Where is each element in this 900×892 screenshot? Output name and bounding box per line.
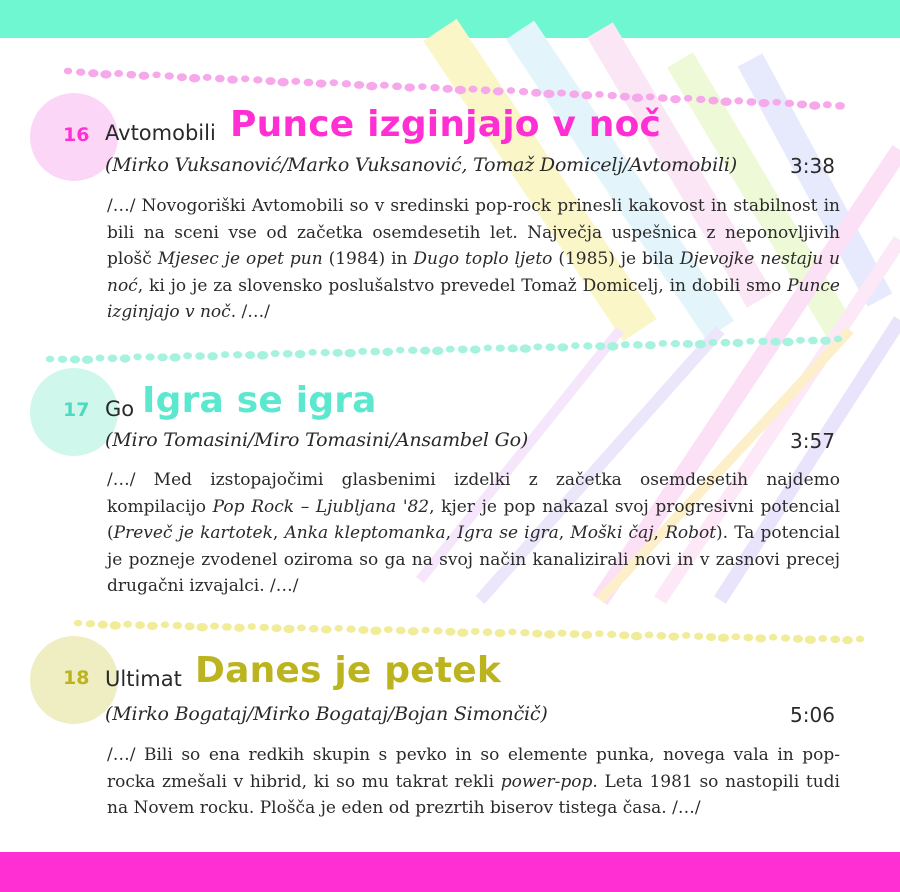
song-credits: (Mirko Vuksanović/Marko Vuksanović, Tomaž Domicelj/Avtomobili) xyxy=(105,154,737,176)
track-description xyxy=(107,742,840,822)
italic-title-ref: Moški čaj xyxy=(570,523,654,543)
italic-title-ref: Djevojke nestaju u noć xyxy=(107,249,841,296)
artist-name: Go xyxy=(105,397,135,421)
track-number: 16 xyxy=(63,124,90,146)
italic-title-ref: Pop Rock – Ljubljana '82 xyxy=(212,496,430,517)
italic-title-ref: Preveč je kartotek xyxy=(113,523,273,543)
artist-name: Ultimat xyxy=(105,667,182,691)
description-text: (1984) in xyxy=(322,249,414,269)
description-text: . Leta 1981 so nastopili tudi na Novem rocku. Plošča je eden od prezrtih biserov tistega časa. /…/ xyxy=(107,771,840,818)
track-number: 17 xyxy=(63,399,90,421)
description-text: . /…/ xyxy=(230,302,270,322)
description-text: , ki jo je za slovensko poslušalstvo prevedel Tomaž Domicelj, in dobili smo xyxy=(137,275,788,296)
track-description xyxy=(107,467,840,600)
description-text: , xyxy=(445,523,458,543)
bottom-color-bar xyxy=(0,852,900,892)
italic-title-ref: Punce izginjajo v noč xyxy=(107,275,840,322)
track-number: 18 xyxy=(63,667,90,689)
song-title: Punce izginjajo v noč xyxy=(230,104,662,145)
italic-title-ref: Robot xyxy=(665,523,717,543)
artist-name: Avtomobili xyxy=(105,121,216,145)
song-duration: 3:38 xyxy=(790,154,835,178)
italic-title-ref: Anka kleptomanka xyxy=(284,523,446,543)
description-text: ). Ta potencial je pozneje zvodenel oziroma so ga na svoj način kanalizirali novi in v zasnovi precej drugačni izvajalci. /…/ xyxy=(107,523,841,596)
song-title: Danes je petek xyxy=(195,650,502,691)
description-text: (1985) je bila xyxy=(552,249,680,269)
description-text: /…/ Med izstopajočimi glasbenimi izdelki z začetka osemdesetih najdemo kompilacijo xyxy=(107,470,840,517)
track-description xyxy=(107,193,840,326)
italic-title-ref: Mjesec je opet pun xyxy=(157,249,323,269)
song-duration: 5:06 xyxy=(790,703,835,727)
italic-title-ref: Igra se igra xyxy=(457,523,559,543)
description-text: , xyxy=(272,523,285,543)
description-text: , kjer je pop nakazal svoj progresivni potencial ( xyxy=(107,496,841,543)
description-text: /…/ Novogoriški Avtomobili so v sredinski pop-rock prinesli kakovost in stabilnost in bili na sceni vse od začetka osemdesetih let. Največja uspešnica z neponovljivih plošč xyxy=(107,196,840,269)
song-duration: 3:57 xyxy=(790,429,835,453)
description-text: , xyxy=(558,523,571,543)
song-title: Igra se igra xyxy=(142,380,377,421)
italic-title-ref: power-pop xyxy=(500,771,593,792)
description-text: /…/ Bili so ena redkih skupin s pevko in so elemente punka, novega vala in pop-rocka zmešali v hibrid, ki so mu takrat rekli xyxy=(107,745,840,792)
song-credits: (Mirko Bogataj/Mirko Bogataj/Bojan Simončič) xyxy=(105,703,548,725)
song-credits: (Miro Tomasini/Miro Tomasini/Ansambel Go) xyxy=(105,429,529,451)
italic-title-ref: Dugo toplo ljeto xyxy=(413,249,553,269)
description-text: , xyxy=(653,523,666,543)
